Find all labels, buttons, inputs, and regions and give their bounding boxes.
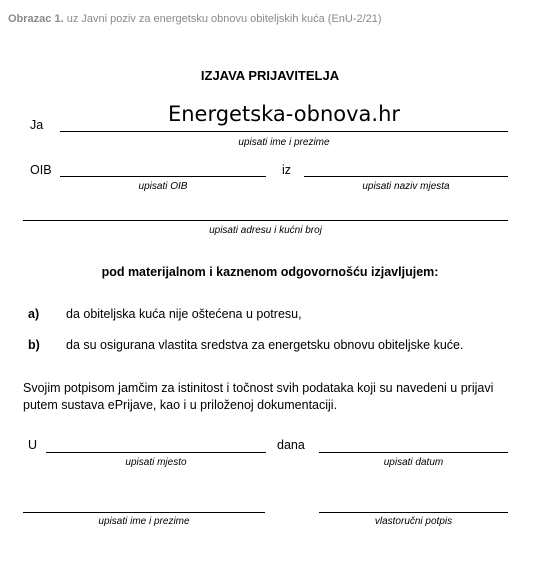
dana-label: dana (277, 438, 305, 452)
signature-caption: vlastoručni potpis (374, 516, 453, 527)
name-caption: upisati ime i prezime (238, 137, 330, 148)
oib-caption: upisati OIB (138, 181, 188, 192)
item-a-text: da obiteljska kuća nije oštećena u potresu, (66, 307, 302, 321)
name-field-line[interactable] (60, 131, 508, 132)
u-label: U (28, 438, 38, 452)
name-value: Energetska-obnova.hr (167, 102, 401, 126)
ja-label: Ja (30, 118, 44, 132)
place-field-line[interactable] (304, 176, 508, 177)
signer-name-caption: upisati ime i prezime (98, 516, 190, 527)
item-b-marker: b) (28, 338, 40, 352)
place-signed-field-line[interactable] (46, 452, 266, 453)
address-caption: upisati adresu i kućni broj (209, 225, 322, 236)
signature-field-line[interactable] (319, 512, 508, 513)
signer-name-field-line[interactable] (23, 512, 265, 513)
place-caption: upisati naziv mjesta (362, 181, 450, 192)
item-b-text: da su osigurana vlastita sredstva za energetsku obnovu obiteljske kuće. (66, 338, 464, 352)
oib-label: OIB (30, 163, 52, 177)
address-field-line[interactable] (23, 220, 508, 221)
oib-field-line[interactable] (60, 176, 266, 177)
date-caption: upisati datum (383, 457, 444, 468)
form-header (8, 13, 382, 25)
guarantee-paragraph: Svojim potpisom jamčim za istinitost i točnost svih podataka koji su navedeni u prijavi putem sustava ePrijave, kao i u priloženoj dokumentaciji. (23, 381, 494, 412)
iz-label: iz (282, 163, 292, 177)
item-a-marker: a) (28, 307, 40, 321)
form-reference: uz Javni poziv za energetsku obnovu obiteljskih kuća (EnU-2/21) (63, 13, 382, 25)
document-title: IZJAVA PRIJAVITELJA (200, 68, 340, 83)
form-number: Obrazac 1. (8, 13, 64, 25)
place-signed-caption: upisati mjesto (125, 457, 187, 468)
declaration-heading: pod materijalnom i kaznenom odgovornošću izjavljujem: (101, 265, 439, 279)
date-field-line[interactable] (319, 452, 508, 453)
